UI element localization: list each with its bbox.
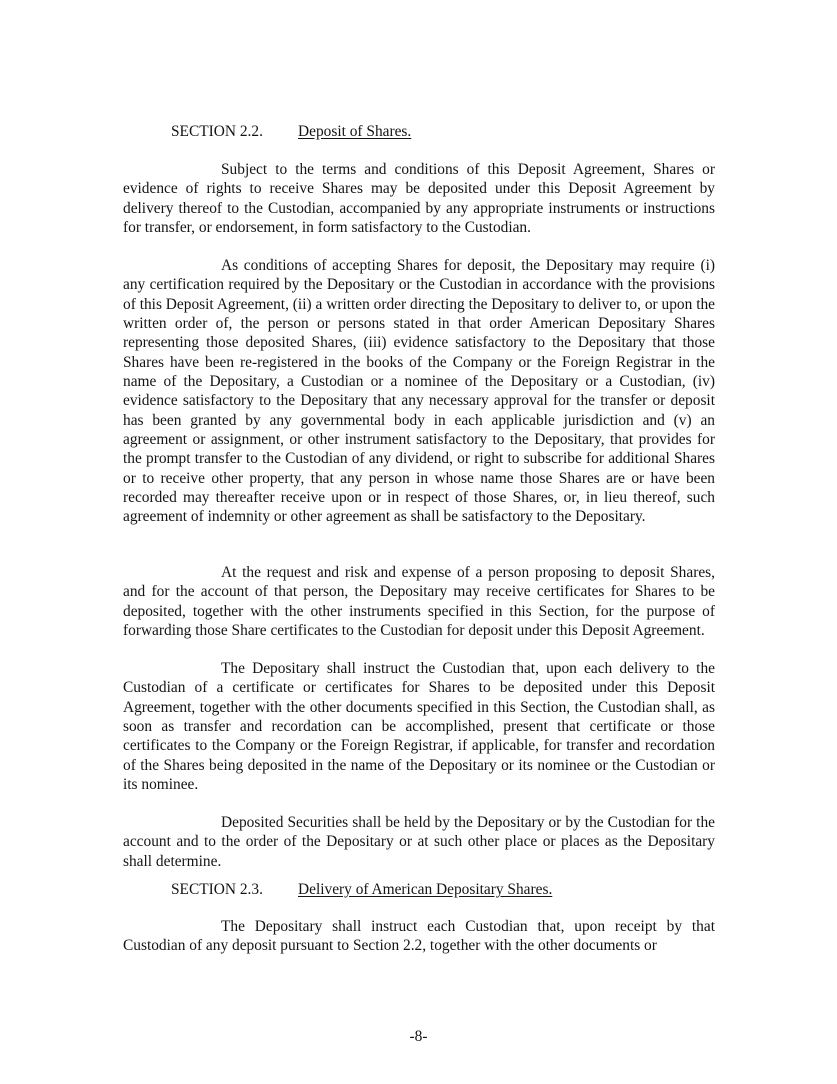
section-title: Deposit of Shares. — [298, 123, 412, 140]
page-number: -8- — [409, 1028, 428, 1045]
section-title: Delivery of American Depositary Shares. — [298, 881, 553, 898]
section-heading-2-3 — [171, 880, 552, 899]
paragraph-deposit-terms: Subject to the terms and conditions of this Deposit Agreement, Shares or evidence of rights to receive Shares may be deposited under this Deposit Agreement by delivery thereof to the Custodian, accompanied by any appropriate instruments or instructions for transfer, or endorsement, in form satisfactory to the Custodian. — [123, 161, 715, 237]
section-number: SECTION 2.3. — [171, 881, 263, 898]
paragraph-certificate-receipt: At the request and risk and expense of a person proposing to deposit Shares, and for the account of that person, the Depositary may receive certificates for Shares to be deposited, together with the other instruments specified in this Section, for the purpose of forwarding those Share certificates to the Custodian for deposit under this Deposit Agreement. — [123, 564, 715, 640]
section-number: SECTION 2.2. — [171, 123, 263, 140]
paragraph-deposited-securities: Deposited Securities shall be held by the Depositary or by the Custodian for the account and to the order of the Depositary or at such other place or places as the Depositary shall determine. — [123, 814, 715, 870]
paragraph-custodian-instruction: The Depositary shall instruct the Custodian that, upon each delivery to the Custodian of a certificate or certificates for Shares to be deposited under this Deposit Agreement, together with the other documents specified in this Section, the Custodian shall, as soon as transfer and recordation can be accomplished, present that certificate or those certificates to the Company or the Foreign Registrar, if applicable, for transfer and recordation of the Shares being deposited in the name of the Depositary or its nominee or the Custodian or its nominee. — [123, 660, 715, 794]
paragraph-delivery-instruction: The Depositary shall instruct each Custodian that, upon receipt by that Custodian of any deposit pursuant to Section 2.2, together with the other documents or — [123, 918, 715, 955]
section-heading-2-2 — [171, 122, 411, 141]
paragraph-deposit-conditions: As conditions of accepting Shares for deposit, the Depositary may require (i) any certification required by the Depositary or the Custodian in accordance with the provisions of this Deposit Agreement, (ii) a written order directing the Depositary to deliver to, or upon the written order of, the person or persons stated in that order American Depositary Shares representing those deposited Shares, (iii) evidence satisfactory to the Depositary that those Shares have been re-registered in the books of the Company or the Foreign Registrar in the name of the Depositary, a Custodian or a nominee of the Depositary or a Custodian, (iv) evidence satisfactory to the Depositary that any necessary approval for the transfer or deposit has been granted by any governmental body in each applicable jurisdiction and (v) an agreement or assignment, or other instrument satisfactory to the Depositary, that provides for the prompt transfer to the Custodian of any dividend, or right to subscribe for additional Shares or to receive other property, that any person in whose name those Shares are or have been recorded may thereafter receive upon or in respect of those Shares, or, in lieu thereof, such agreement of indemnity or other agreement as shall be satisfactory to the Depositary. — [123, 257, 715, 526]
